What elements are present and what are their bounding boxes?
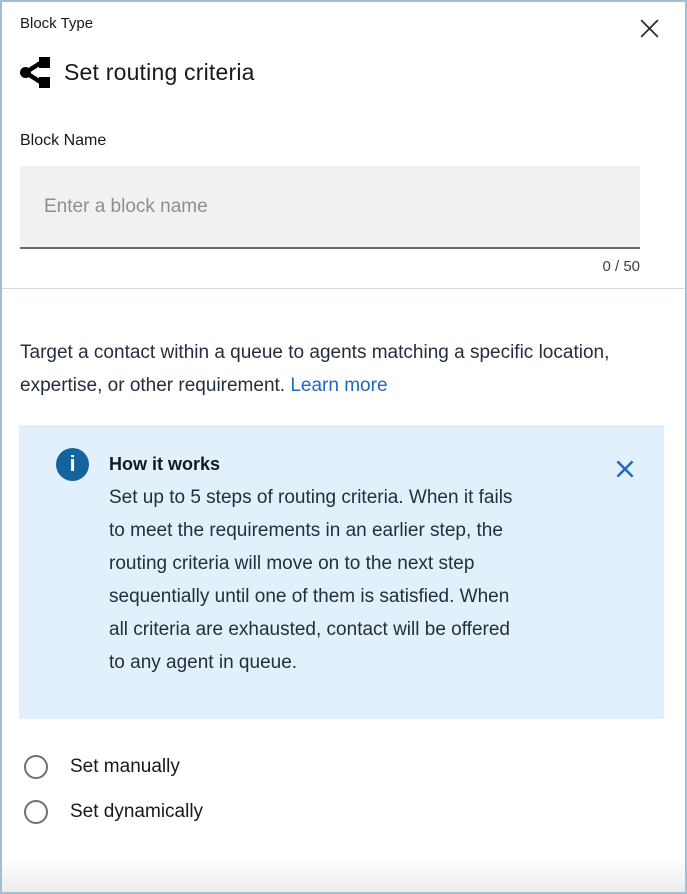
radio-circle-icon[interactable]: [24, 800, 48, 824]
how-it-works-infobox: [19, 425, 664, 719]
title-row: [2, 56, 685, 89]
bottom-fade: [2, 858, 685, 892]
info-icon: i: [56, 448, 89, 481]
char-counter: 0 / 50: [602, 258, 640, 275]
block-description: [20, 336, 620, 402]
infobox-title: How it works: [109, 454, 221, 474]
close-icon: [637, 29, 662, 44]
infobox-close-button[interactable]: [608, 452, 642, 486]
routing-criteria-icon: [20, 56, 51, 89]
infobox-body: Set up to 5 steps of routing criteria. When it fails to meet the requirements in an earlier step, the routing criteria will move on to the next step sequentially until one of them is satisfied. When all criteria are exhausted, contact will be offered to any agent in queue.: [109, 487, 513, 673]
learn-more-link[interactable]: Learn more: [290, 375, 388, 396]
radio-circle-icon[interactable]: [24, 755, 48, 779]
block-type-label: Block Type: [20, 15, 94, 32]
radio-option-set-manually[interactable]: [24, 755, 660, 779]
panel-header: [2, 2, 685, 43]
infobox-content: [109, 448, 600, 679]
block-name-input[interactable]: [20, 166, 640, 249]
routing-mode-radio-group: [20, 755, 660, 824]
radio-label: Set dynamically: [70, 801, 204, 822]
panel-close-button[interactable]: [635, 14, 664, 43]
close-icon: [612, 470, 638, 485]
section-divider: [2, 288, 685, 289]
page-title: Set routing criteria: [64, 59, 255, 85]
description-text: Target a contact within a queue to agents matching a specific location, expertise, or other requirement.: [20, 342, 610, 396]
radio-option-set-dynamically[interactable]: [24, 800, 660, 824]
block-name-label: Block Name: [20, 132, 107, 149]
radio-label: Set manually: [70, 756, 180, 777]
